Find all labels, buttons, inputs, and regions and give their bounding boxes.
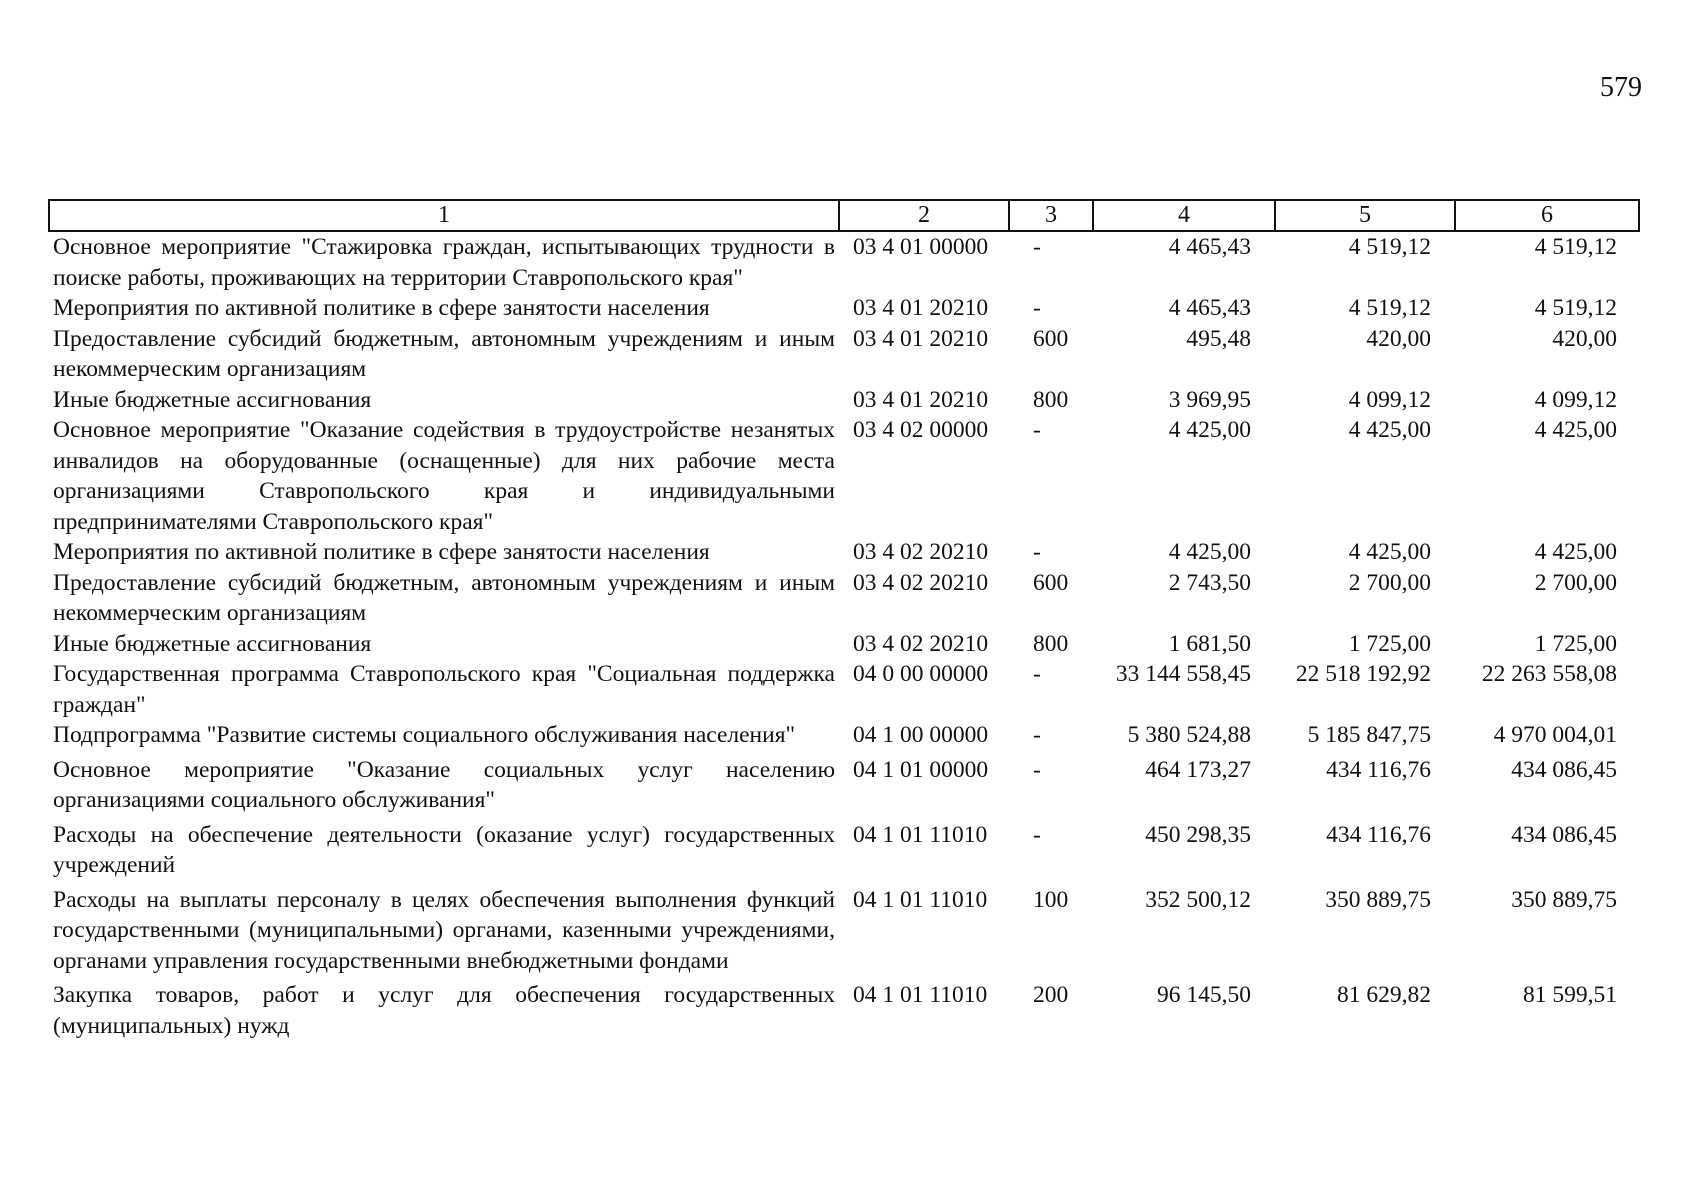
table-row [49, 751, 1639, 816]
column-header-2: 2 [839, 200, 1009, 231]
row-expense-type-cell: - [1033, 722, 1041, 748]
page-number: 579 [1600, 72, 1642, 103]
row-value-col5-cell: 22 518 192,92 [1295, 661, 1431, 687]
row-value-col4-cell: 4 465,43 [1168, 295, 1251, 321]
row-name-cell: Основное мероприятие "Стажировка граждан, испытывающих трудности в поиске работы, проживающих на территории Ставропольского края" [53, 234, 835, 291]
row-value-col4-cell: 495,48 [1186, 325, 1251, 352]
row-value-col5-cell: 4 519,12 [1348, 295, 1431, 321]
row-value-col6-cell: 4 519,12 [1534, 295, 1617, 321]
row-expense-type-cell: - [1033, 539, 1041, 565]
row-name-cell: Предоставление субсидий бюджетным, автономным учреждениям и иным некоммерческим организациям [53, 569, 835, 626]
row-name-cell: Мероприятия по активной политике в сфере занятости населения [53, 295, 710, 321]
table-row [49, 415, 1639, 537]
table-row [49, 385, 1639, 416]
row-name-cell: Иные бюджетные ассигнования [53, 386, 372, 413]
row-code-cell: 03 4 02 20210 [853, 569, 989, 596]
row-value-col4-cell: 352 500,12 [1145, 886, 1251, 913]
row-value-col6-cell: 22 263 558,08 [1481, 661, 1617, 687]
row-expense-type-cell: 100 [1033, 886, 1069, 913]
row-value-col5-cell: 434 116,76 [1326, 821, 1431, 848]
row-value-col6-cell: 434 086,45 [1511, 821, 1617, 848]
row-code-cell: 04 1 00 00000 [853, 722, 989, 748]
row-value-col5-cell: 350 889,75 [1325, 886, 1431, 913]
row-value-col6-cell: 2 700,00 [1534, 569, 1617, 596]
table-row [49, 568, 1639, 629]
table-row [49, 293, 1639, 324]
row-value-col6-cell: 350 889,75 [1511, 886, 1617, 913]
row-value-col4-cell: 4 465,43 [1168, 234, 1251, 260]
row-value-col4-cell: 33 144 558,45 [1115, 661, 1251, 687]
column-header-5: 5 [1275, 200, 1455, 231]
table-row [49, 881, 1639, 977]
table-row [49, 720, 1639, 751]
column-header-4: 4 [1093, 200, 1275, 231]
row-value-col4-cell: 4 425,00 [1168, 539, 1251, 565]
table-row [49, 659, 1639, 720]
row-code-cell: 04 1 01 11010 [853, 982, 988, 1008]
row-code-cell: 04 1 01 11010 [853, 886, 988, 913]
column-header-3: 3 [1009, 200, 1093, 231]
row-value-col6-cell: 4 425,00 [1534, 417, 1617, 443]
row-code-cell: 03 4 02 00000 [853, 417, 989, 443]
row-value-col5-cell: 2 700,00 [1348, 569, 1431, 596]
row-expense-type-cell: - [1033, 234, 1041, 260]
table-body [49, 231, 1639, 1041]
row-expense-type-cell: - [1033, 295, 1041, 321]
table-row [49, 231, 1639, 293]
row-value-col6-cell: 420,00 [1552, 325, 1617, 352]
row-code-cell: 04 0 00 00000 [853, 661, 989, 687]
row-value-col5-cell: 434 116,76 [1326, 756, 1431, 783]
row-value-col5-cell: 4 425,00 [1348, 539, 1431, 565]
row-expense-type-cell: - [1033, 417, 1041, 443]
budget-table [48, 199, 1640, 1041]
table-row [49, 976, 1639, 1041]
column-header-1: 1 [49, 200, 839, 231]
row-value-col6-cell: 434 086,45 [1511, 756, 1617, 783]
row-value-col4-cell: 450 298,35 [1145, 821, 1251, 848]
row-value-col6-cell: 1 725,00 [1534, 630, 1617, 657]
row-code-cell: 04 1 01 11010 [853, 821, 988, 848]
row-expense-type-cell: - [1033, 756, 1041, 783]
row-name-cell: Предоставление субсидий бюджетным, автономным учреждениям и иным некоммерческим организациям [53, 325, 835, 382]
row-value-col4-cell: 464 173,27 [1145, 756, 1251, 783]
row-name-cell: Иные бюджетные ассигнования [53, 630, 372, 657]
row-value-col4-cell: 5 380 524,88 [1127, 722, 1251, 748]
row-code-cell: 03 4 02 20210 [853, 539, 989, 565]
row-value-col5-cell: 5 185 847,75 [1307, 722, 1431, 748]
row-value-col4-cell: 1 681,50 [1168, 630, 1251, 657]
row-value-col5-cell: 4 425,00 [1348, 417, 1431, 443]
row-code-cell: 03 4 01 20210 [853, 295, 989, 321]
row-expense-type-cell: 600 [1033, 569, 1069, 596]
row-value-col5-cell: 4 099,12 [1348, 386, 1431, 413]
row-value-col6-cell: 4 099,12 [1534, 386, 1617, 413]
row-name-cell: Расходы на обеспечение деятельности (оказание услуг) государственных учреждений [53, 821, 835, 878]
table-row [49, 537, 1639, 568]
row-name-cell: Основное мероприятие "Оказание содействия в трудоустройстве незанятых инвалидов на оборудованные (оснащенные) для них рабочие места организациями Ставропольского края и индивидуальными предпринимателями Ставропольского края" [53, 417, 835, 535]
row-code-cell: 03 4 02 20210 [853, 630, 989, 657]
row-value-col4-cell: 2 743,50 [1168, 569, 1251, 596]
row-name-cell: Основное мероприятие "Оказание социальных услуг населению организациями социального обслуживания" [53, 756, 835, 813]
row-code-cell: 03 4 01 20210 [853, 386, 989, 413]
row-name-cell: Закупка товаров, работ и услуг для обеспечения государственных (муниципальных) нужд [53, 982, 835, 1039]
row-value-col5-cell: 1 725,00 [1348, 630, 1431, 657]
row-expense-type-cell: 600 [1033, 325, 1069, 352]
row-code-cell: 03 4 01 20210 [853, 325, 989, 352]
row-value-col6-cell: 4 970 004,01 [1493, 722, 1617, 748]
row-name-cell: Государственная программа Ставропольского края "Социальная поддержка граждан" [53, 661, 835, 718]
row-value-col5-cell: 81 629,82 [1337, 982, 1431, 1008]
row-value-col6-cell: 81 599,51 [1523, 982, 1617, 1008]
row-name-cell: Мероприятия по активной политике в сфере занятости населения [53, 539, 710, 565]
row-value-col6-cell: 4 425,00 [1534, 539, 1617, 565]
table-row [49, 324, 1639, 385]
row-code-cell: 04 1 01 00000 [853, 756, 989, 783]
table-row [49, 629, 1639, 660]
row-expense-type-cell: 200 [1033, 982, 1069, 1008]
row-value-col6-cell: 4 519,12 [1534, 234, 1617, 260]
row-name-cell: Расходы на выплаты персоналу в целях обеспечения выполнения функций государственными (муниципальными) органами, казенными учреждениями, органами управления государственными внебюджетными фондами [53, 886, 835, 974]
row-expense-type-cell: - [1033, 821, 1041, 848]
table-header [49, 200, 1639, 231]
column-header-6: 6 [1455, 200, 1639, 231]
row-expense-type-cell: 800 [1033, 386, 1069, 413]
row-value-col5-cell: 420,00 [1366, 325, 1431, 352]
row-name-cell: Подпрограмма "Развитие системы социального обслуживания населения" [53, 722, 796, 748]
row-value-col4-cell: 96 145,50 [1157, 982, 1251, 1008]
row-expense-type-cell: - [1033, 661, 1041, 687]
row-value-col4-cell: 3 969,95 [1168, 386, 1251, 413]
row-value-col5-cell: 4 519,12 [1348, 234, 1431, 260]
table-row [49, 816, 1639, 881]
header-row [49, 200, 1639, 231]
row-expense-type-cell: 800 [1033, 630, 1069, 657]
row-code-cell: 03 4 01 00000 [853, 234, 989, 260]
row-value-col4-cell: 4 425,00 [1168, 417, 1251, 443]
